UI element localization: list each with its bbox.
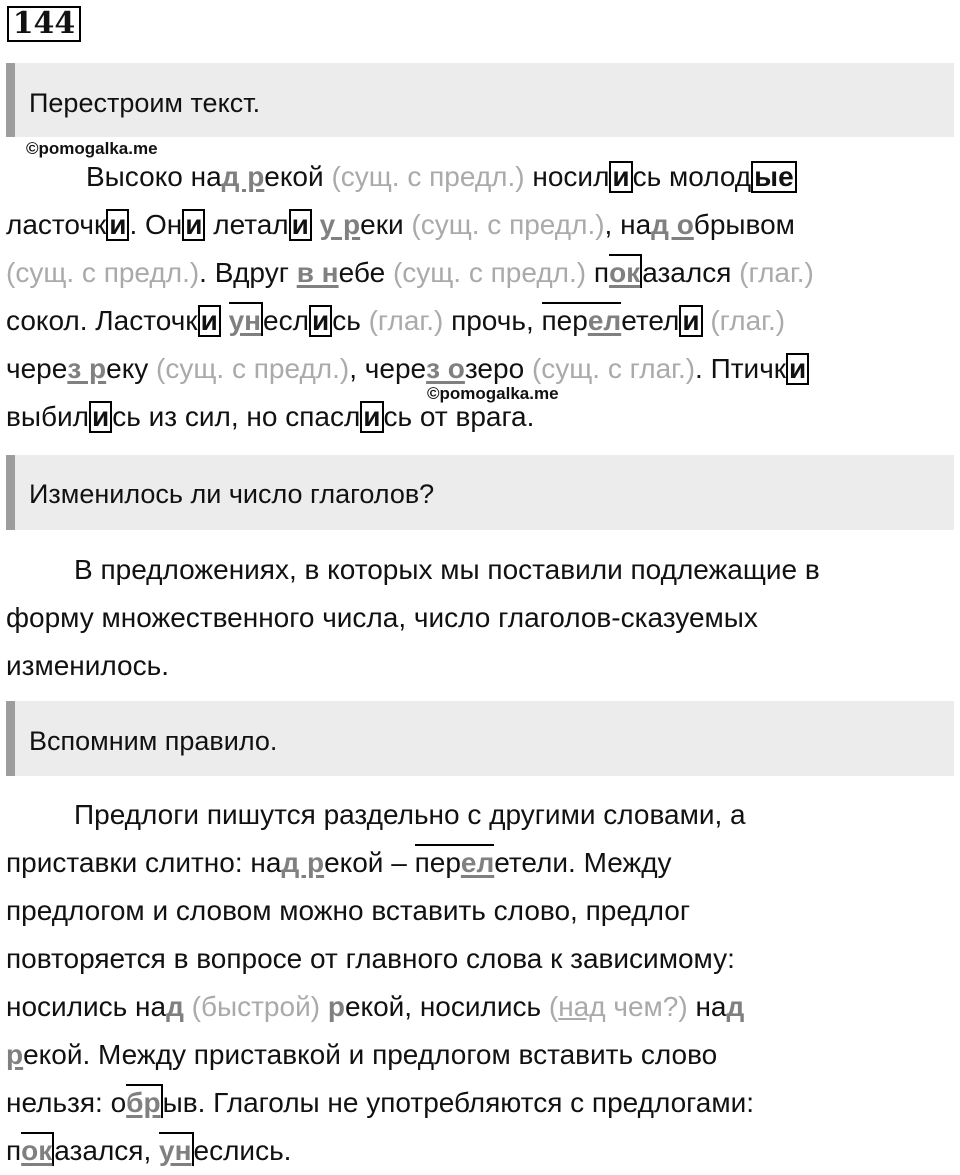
word-part [221, 305, 229, 336]
root-mark: ел [461, 844, 494, 878]
prefix-mark: ок [609, 254, 642, 288]
word-part: азался, [54, 1135, 160, 1166]
grammar-note: (сущ. с предл.) [156, 353, 350, 384]
ending-box: и [182, 209, 205, 241]
prefix-mark: бр [126, 1084, 162, 1118]
word-part: п [6, 1135, 22, 1166]
word-part: ласточк [6, 209, 107, 240]
text-line-5 [6, 983, 956, 1031]
grammar-note: (сущ. с глаг.) [531, 353, 696, 384]
word-part: еслись. [193, 1135, 292, 1166]
grammar-note: (глаг.) [368, 305, 444, 336]
section-header-rule: Вспомним правило. [6, 701, 954, 776]
word-part: ебе [338, 257, 393, 288]
text-line-4 [6, 297, 956, 345]
word-part: приставки слитно: на [6, 847, 282, 878]
ending-box: и [89, 401, 112, 433]
text-line-4: повторяется в вопросе от главного слова к зависимому: [6, 943, 735, 974]
ending-box: ые [751, 161, 796, 193]
preposition-mark: з р [67, 353, 107, 384]
root-mark: ел [588, 302, 621, 336]
preposition-mark: д [726, 991, 745, 1022]
ending-box: и [786, 353, 809, 385]
preposition-mark: д о [651, 209, 694, 240]
word-part: носились на [6, 991, 167, 1022]
grammar-note: (глаг.) [739, 257, 814, 288]
word-part: еку [106, 353, 157, 384]
word-part: азался [642, 257, 740, 288]
text-line-1: Предлоги пишутся раздельно с другими словами, а [74, 799, 746, 830]
section-header-question: Изменилось ли число глаголов? [6, 455, 954, 530]
prefix-mark: ок [21, 1132, 54, 1166]
text-line-1 [6, 153, 956, 201]
word-part: сокол. Ласточк [6, 305, 198, 336]
word-part: брывом [693, 209, 795, 240]
ending-box: и [609, 161, 632, 193]
ending-box: и [679, 305, 702, 337]
word-part: екой [264, 161, 332, 192]
word-part: . Вдруг [199, 257, 297, 288]
word-part: чере [6, 353, 68, 384]
word-part: , на [604, 209, 652, 240]
preposition-mark: р [6, 1039, 24, 1070]
word-part: сь из сил, но спасл [112, 401, 361, 432]
word-part: п [586, 257, 610, 288]
word-part: ыв. Глаголы не употребляются с предлогами: [162, 1087, 755, 1118]
word-part: сь от врага. [383, 401, 535, 432]
grammar-note: над [558, 991, 606, 1022]
text-line-6 [6, 1031, 956, 1079]
word-part: , чере [349, 353, 427, 384]
text-line-7 [6, 1079, 956, 1127]
word-part: выбил [6, 401, 90, 432]
ending-box: и [106, 209, 129, 241]
word-part: екой. Между приставкой и предлогом вставить слово [23, 1039, 718, 1070]
word-part: нельзя: о [6, 1087, 127, 1118]
grammar-note: (быстрой) [183, 991, 328, 1022]
grammar-note: (сущ. с предл.) [411, 209, 605, 240]
text-line-2 [6, 839, 956, 887]
word-part: етели. Между [494, 847, 672, 878]
prefix-mark: пер [542, 302, 588, 336]
grammar-note: (сущ. с предл.) [6, 257, 200, 288]
ending-box: и [289, 209, 312, 241]
word-part: Высоко на [86, 161, 222, 192]
grammar-note: (сущ. с предл.) [331, 161, 525, 192]
grammar-note: (глаг.) [710, 305, 786, 336]
watermark: ©pomogalka.me [427, 384, 559, 403]
preposition-mark: у р [319, 209, 361, 240]
word-part: сь [332, 305, 369, 336]
ending-box: и [309, 305, 332, 337]
text-line-3 [6, 249, 956, 297]
word-part: р [327, 991, 345, 1022]
ending-box: и [198, 305, 221, 337]
word-part: етел [621, 305, 680, 336]
text-line-1: В предложениях, в которых мы поставили подлежащие в [74, 554, 820, 585]
word-part [312, 209, 320, 240]
word-part: носил [524, 161, 610, 192]
grammar-note: ( [548, 991, 559, 1022]
word-part: есл [263, 305, 309, 336]
text-line-3: предлогом и словом можно вставить слово, предлог [6, 895, 691, 926]
word-part: екой, носились [344, 991, 549, 1022]
word-part: екой – [324, 847, 415, 878]
text-line-8 [6, 1127, 956, 1175]
prefix-mark: ун [229, 302, 263, 336]
preposition-mark: д [166, 991, 184, 1022]
preposition-mark: в н [296, 257, 339, 288]
rule-text [6, 791, 956, 1175]
word-part: . Птичк [695, 353, 787, 384]
watermark: ©pomogalka.me [26, 139, 158, 158]
word-part: прочь, [443, 305, 542, 336]
text-line-2: форму множественного числа, число глаголов-сказуемых [6, 602, 758, 633]
word-part: еки [360, 209, 412, 240]
text-line-3: изменилось. [6, 650, 169, 681]
grammar-note: (сущ. с предл.) [392, 257, 587, 288]
exercise-number: 144 [7, 6, 81, 42]
word-part: зеро [464, 353, 532, 384]
prefix-mark: ун [159, 1132, 193, 1166]
word-part: на [687, 991, 727, 1022]
word-part: летал [205, 209, 289, 240]
preposition-mark: д р [221, 161, 265, 192]
preposition-mark: з о [426, 353, 465, 384]
prefix-mark: пер [415, 844, 461, 878]
grammar-note: чем?) [605, 991, 688, 1022]
ending-box: и [360, 401, 383, 433]
preposition-mark: д р [281, 847, 325, 878]
section-header-restructure: Перестроим текст. [6, 63, 954, 137]
text-line-2 [6, 201, 956, 249]
word-part: . Он [129, 209, 183, 240]
answer-text [6, 546, 956, 690]
word-part: сь молод [632, 161, 752, 192]
